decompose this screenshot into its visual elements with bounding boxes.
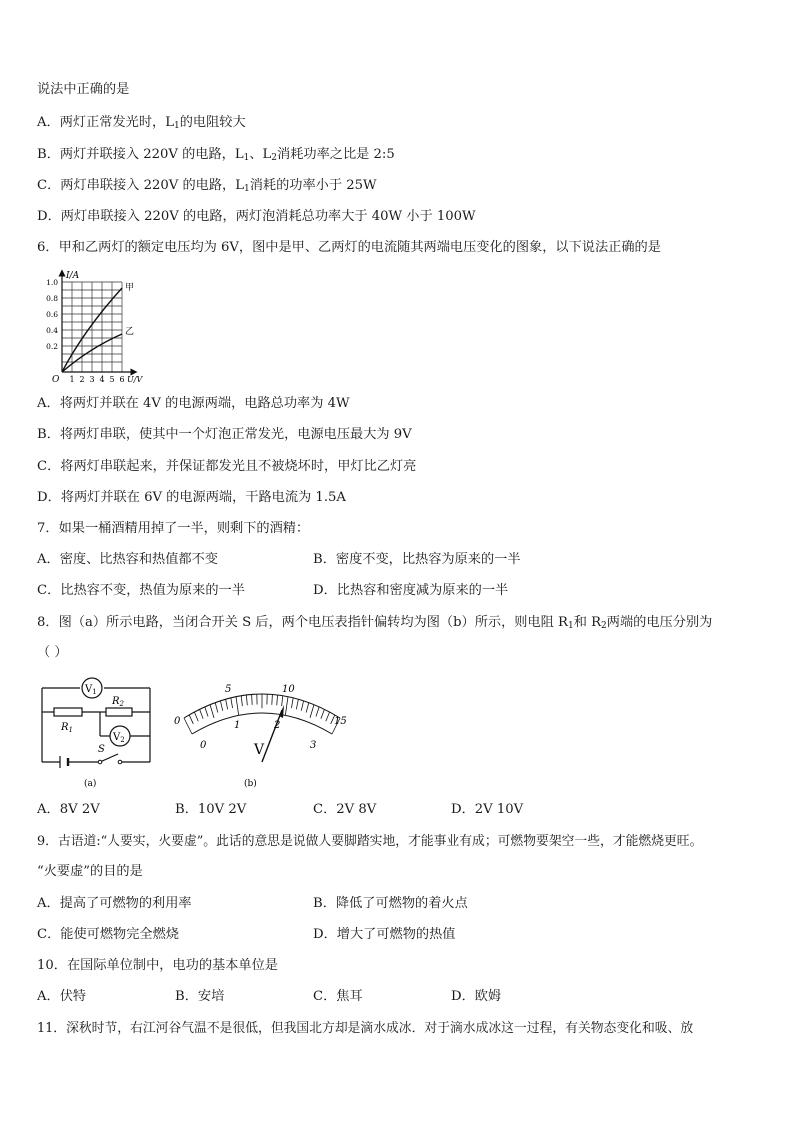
resistor-r1: [54, 708, 82, 716]
inner-scale-label: 1: [234, 720, 241, 731]
dial-tick: [291, 698, 293, 708]
q10-stem: 10．在国际单位制中，电功的基本单位是: [37, 958, 278, 973]
dial-tick: [189, 715, 193, 724]
q6-stem: 6．甲和乙两灯的额定电压均为 6V，图中是甲、乙两灯的电流随其两端电压变化的图象，以下说法正确的是: [37, 240, 661, 255]
y-tick: 0.2: [46, 342, 58, 351]
dial-tick: [326, 712, 330, 721]
y-tick: 0.8: [46, 294, 58, 303]
q6-option-b: B．将两灯串联，使其中一个灯泡正常发光，电源电压最大为 9V: [37, 427, 412, 442]
q7-option-c: C．比热容不变，热值为原来的一半: [37, 583, 245, 598]
dial-tick: [316, 707, 319, 717]
q6-option-a: A．将两灯并联在 4V 的电源两端，电路总功率为 4W: [37, 396, 350, 411]
y-tick: 0.6: [46, 310, 58, 319]
q7-option-d: D．比热容和密度减为原来的一半: [313, 583, 509, 598]
outer-scale-label: 15: [334, 716, 347, 727]
q8-stem: 8．图（a）所示电路，当闭合开关 S 后，两个电压表指针偏转均为图（b）所示，则电阻 $R_1$和 $R_2$两端的电压分别为: [37, 615, 713, 631]
q10-option-b: B．安培: [175, 989, 225, 1004]
y-axis-label: I/A: [66, 271, 80, 281]
dial-tick: [231, 698, 233, 708]
q9-stem-line1: 9．古语道:“人要实，火要虚”。此话的意思是说做人要脚踏实地，才能事业有成；可燃物要架空一些，才能燃烧更旺。: [37, 834, 703, 849]
x-tick: 6: [119, 375, 125, 384]
q7-stem: 7．如果一桶酒精用掉了一半，则剩下的酒精：: [37, 521, 310, 536]
series-label-jia: 甲: [125, 283, 135, 293]
dial-tick: [205, 707, 208, 717]
dial-tick: [272, 694, 273, 704]
q6-option-d: D．将两灯并联在 6V 的电源两端，干路电流为 1.5A: [37, 490, 346, 505]
x-tick: 1: [69, 375, 75, 384]
q6-option-c: C．将两灯串联起来，并保证都发光且不被烧坏时，甲灯比乙灯亮: [37, 459, 417, 474]
q8-answer-paren: （ ）: [37, 645, 68, 660]
inner-scale-label: 3: [310, 740, 317, 751]
svg-text:R1: $R_1$: [61, 722, 73, 734]
dial-tick: [194, 712, 198, 721]
dial-tick: [282, 696, 283, 706]
outer-scale-label: 5: [225, 684, 232, 695]
meter-unit: V: [254, 742, 265, 758]
caption-a: (a): [84, 779, 97, 789]
x-tick: 5: [109, 375, 115, 384]
q8-option-b: B．10V 2V: [175, 802, 247, 817]
q5-option-c: C．两灯串联接入 220V 的电路，$L_1$消耗的功率小于 25W: [37, 178, 377, 194]
origin-label: O: [52, 375, 60, 385]
caption-b: (b): [244, 779, 257, 789]
dial-tick: [277, 695, 278, 705]
x-tick: 4: [99, 375, 105, 384]
q9-option-b: B．降低了可燃物的着火点: [313, 896, 468, 911]
question-lead: 说法中正确的是: [37, 82, 130, 97]
q9-stem-line2: “火要虚”的目的是: [37, 864, 143, 879]
dial-tick: [306, 703, 309, 713]
q5-option-d: D．两灯串联接入 220V 的电路，两灯泡消耗总功率大于 40W 小于 100W: [37, 209, 476, 224]
dial-tick: [220, 701, 222, 711]
dial-tick: [210, 705, 214, 718]
q9-option-d: D．增大了可燃物的热值: [313, 927, 456, 942]
y-tick: 0.4: [46, 326, 58, 335]
outer-scale-label: 10: [282, 684, 295, 695]
dial-tick: [301, 701, 303, 711]
dial-tick: [200, 709, 204, 718]
dial-tick: [236, 697, 239, 716]
iu-graph: [34, 268, 146, 386]
dial-tick: [310, 705, 314, 718]
outer-scale-label: 0: [174, 716, 181, 727]
resistor-r2: [106, 708, 132, 716]
svg-text:V1: $V_1$: [85, 684, 97, 696]
svg-text:S: S: [98, 744, 105, 755]
circuit-diagram: [36, 674, 158, 792]
y-tick: 1.0: [46, 278, 58, 287]
svg-text:R2: $R_2$: [112, 696, 124, 708]
series-label-yi: 乙: [125, 327, 135, 337]
x-tick: 2: [79, 375, 85, 384]
dial-tick: [184, 718, 192, 734]
needle: [262, 710, 282, 762]
dial-tick: [246, 695, 247, 705]
q10-option-a: A．伏特: [37, 989, 87, 1004]
switch: [98, 760, 102, 764]
x-tick: 3: [89, 375, 95, 384]
voltmeter-dial: [170, 678, 350, 790]
q8-option-a: A．8V 2V: [37, 802, 100, 817]
dial-tick: [241, 696, 242, 706]
q11-stem: 11．深秋时节，右江河谷气温不是很低，但我国北方却是滴水成冰．对于滴水成冰这一过程，有关物态变化和吸、放: [37, 1021, 694, 1036]
dial-tick: [215, 703, 218, 713]
q5-option-a: A．两灯正常发光时，$L_1$的电阻较大: [37, 115, 246, 131]
dial-ticks: [184, 694, 340, 734]
dial-tick: [296, 699, 298, 709]
q9-option-c: C．能使可燃物完全燃烧: [37, 927, 179, 942]
dial-tick: [252, 694, 253, 704]
inner-scale-label: 0: [200, 740, 207, 751]
x-axis-label: U/V: [127, 375, 143, 384]
q8-option-c: C．2V 8V: [313, 802, 377, 817]
q10-option-d: D．欧姆: [451, 989, 502, 1004]
q8-option-d: D．2V 10V: [451, 802, 524, 817]
dial-tick: [321, 709, 325, 718]
q5-option-b: B．两灯并联接入 220V 的电路，$L_1$、$L_2$消耗功率之比是 2:5: [37, 147, 395, 163]
svg-text:V2: $V_2$: [113, 732, 125, 744]
inner-scale-label: 2: [274, 720, 281, 731]
graph-grid: [62, 282, 122, 372]
q7-option-a: A．密度、比热容和热值都不变: [37, 552, 218, 567]
dial-tick: [226, 699, 228, 709]
q7-option-b: B．密度不变，比热容为原来的一半: [313, 552, 521, 567]
q10-option-c: C．焦耳: [313, 989, 363, 1004]
dial-tick: [285, 697, 288, 716]
q9-option-a: A．提高了可燃物的利用率: [37, 896, 192, 911]
